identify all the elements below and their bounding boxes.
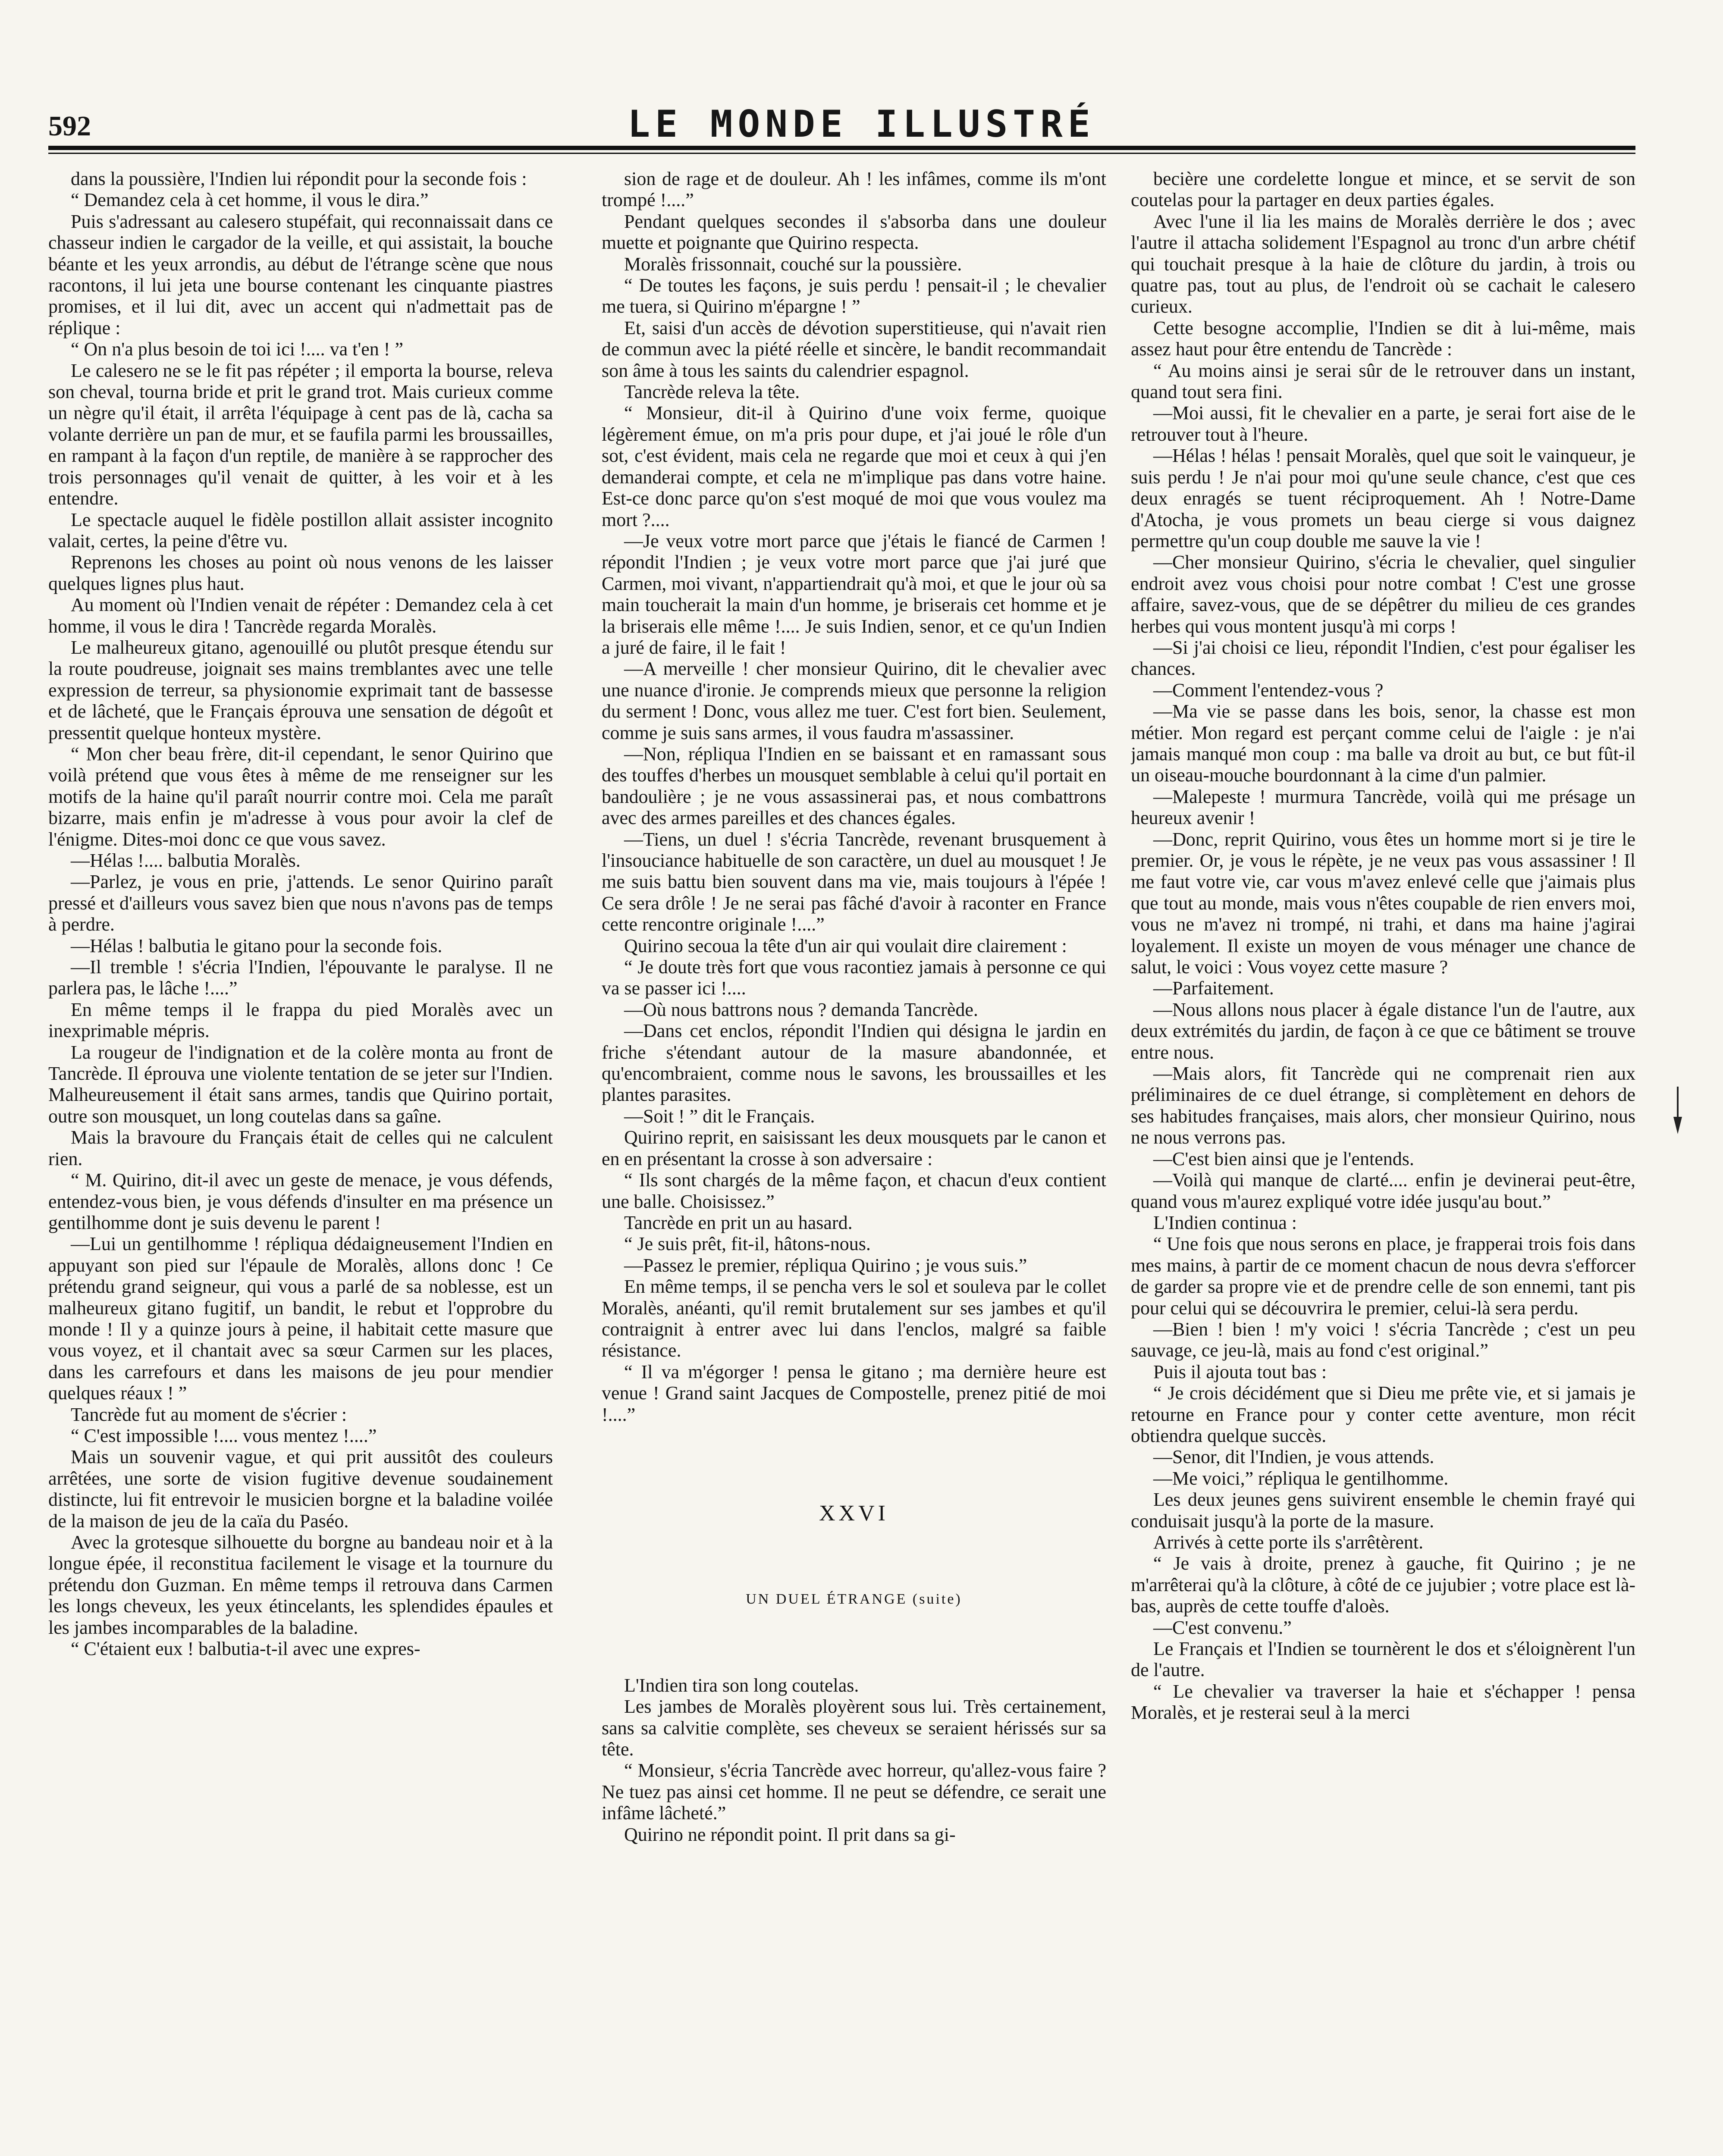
paragraph: “ Je suis prêt, fit-il, hâtons-nous.	[624, 1233, 871, 1255]
paragraph: Puis s'adressant au calesero stupéfait, qui reconnaissait dans ce chasseur indien le cargador de la veille, et qui assistait, la bouche béante et les yeux arrondis, au début de l'étrange scène que nous racontons, il lui jeta une bourse contenant les cinquante piastres promises, et il lui dit, avec un accent qui n'admettait pas de réplique :	[48, 210, 553, 338]
paragraph: Les jambes de Moralès ployèrent sous lui. Très certainement, sans sa calvitie complète, ses cheveux se seraient hérissés sur sa tête.	[602, 1696, 1106, 1760]
paragraph: En même temps il le frappa du pied Moralès avec un inexprimable mépris.	[48, 999, 553, 1042]
paragraph: “ Au moins ainsi je serai sûr de le retrouver dans un instant, quand tout sera fini.	[1131, 360, 1635, 403]
header-rule-thin	[48, 153, 1635, 154]
paragraph: “ Je vais à droite, prenez à gauche, fit Quirino ; je ne m'arrêterai qu'à la clôture, à côté de ce jujubier ; votre place est là-bas, auprès de cette touffe d'aloès.	[1131, 1553, 1635, 1617]
paragraph: “ Je doute très fort que vous racontiez jamais à personne ce qui va se passer ici !....	[602, 956, 1106, 999]
paragraph: —Donc, reprit Quirino, vous êtes un homme mort si je tire le premier. Or, je vous le répète, je ne veux pas vous assassiner ! Il me faut votre vie, car vous m'avez enlevé celle que j'aimais plus que tout au monde, mais vous n'êtes coupable de rien envers moi, vous ne m'avez ni trompé, ni trahi, et dans ma haine j'agirai loyalement. Il existe un moyen de vous ménager une chance de salut, le voici : Vous voyez cette masure ?	[1131, 828, 1635, 978]
paragraph: —Soit ! ” dit le Français.	[624, 1105, 815, 1127]
paragraph: “ Le chevalier va traverser la haie et s'échapper ! pensa Moralès, et je resterai seul à la merci	[1131, 1680, 1635, 1724]
chapter-number: XXVI	[819, 1501, 889, 1526]
column-2-bottom-text	[602, 1675, 1106, 1845]
paragraph: Arrivés à cette porte ils s'arrêtèrent.	[1153, 1532, 1424, 1553]
paragraph: “ M. Quirino, dit-il avec un geste de menace, je vous défends, entendez-vous bien, je vous défends d'insulter en ma présence un gentilhomme dont je suis devenu le parent !	[48, 1169, 553, 1233]
paragraph: Tancrède fut au moment de s'écrier :	[71, 1404, 347, 1425]
paragraph: Et, saisi d'un accès de dévotion superstitieuse, qui n'avait rien de commun avec la piété réelle et sincère, le bandit recommandait son âme à tous les saints du calendrier espagnol.	[602, 317, 1106, 381]
paragraph: —Me voici,” répliqua le gentilhomme.	[1153, 1467, 1449, 1489]
paragraph: “ De toutes les façons, je suis perdu ! pensait-il ; le chevalier me tuera, si Quirino m'épargne ! ”	[602, 275, 1106, 317]
paragraph: “ Ils sont chargés de la même façon, et chacun d'eux contient une balle. Choisissez.”	[602, 1169, 1106, 1212]
paragraph: “ Une fois que nous serons en place, je frapperai trois fois dans mes mains, à partir de ce moment chacun de nous devra s'efforcer de garder sa propre vie et de prendre celle de son ennemi, tant pis pour celui qui se découvrira le premier, celui-là sera perdu.	[1131, 1233, 1635, 1319]
paragraph: —Parlez, je vous en prie, j'attends. Le senor Quirino paraît pressé et d'ailleurs vous savez bien que nous n'avons pas de temps à perdre.	[48, 871, 553, 935]
paragraph: Le malheureux gitano, agenouillé ou plutôt presque étendu sur la route poudreuse, joignait ses mains tremblantes avec une telle expression de terreur, sa physionomie exprimait tant de bassesse et de lâcheté, que le Français éprouva une sensation de dégoût et pressentit quelque honteux mystère.	[48, 636, 553, 743]
paragraph: Mais la bravoure du Français était de celles qui ne calculent rien.	[48, 1127, 553, 1169]
paragraph: Au moment où l'Indien venait de répéter : Demandez cela à cet homme, il vous le dira ! Tancrède regarda Moralès.	[48, 594, 553, 637]
paragraph: —Ma vie se passe dans les bois, senor, la chasse est mon métier. Mon regard est perçant comme celui de l'aigle : je n'ai jamais manqué mon coup : ma balle va droit au but, ce but fût-il un oiseau-mouche bourdonnant à la cime d'un palmier.	[1131, 701, 1635, 786]
paragraph: “ On n'a plus besoin de toi ici !.... va t'en ! ”	[71, 338, 403, 360]
paragraph: —C'est convenu.”	[1153, 1617, 1292, 1638]
paragraph: —Lui un gentilhomme ! répliqua dédaigneusement l'Indien en appuyant son pied sur l'épaule de Moralès, allons donc ! Ce prétendu grand seigneur, qui vous a parlé de sa noblesse, est un malheureux gitano fugitif, un bandit, le rebut et l'opprobre du monde ! Il y a quinze jours à peine, il habitait cette masure que vous voyez, et il chantait avec sa sœur Carmen sur les places, dans les carrefours et dans les maisons de jeu pour mendier quelques réaux ! ”	[48, 1233, 553, 1404]
paragraph: becière une cordelette longue et mince, et se servit de son coutelas pour la partager en deux parties égales.	[1131, 168, 1635, 211]
paragraph: —Cher monsieur Quirino, s'écria le chevalier, quel singulier endroit avez vous choisi pour notre combat ! C'est une grosse affaire, savez-vous, que de se dépêtrer du milieu de ces grandes herbes qui vous montent jusqu'à mi corps !	[1131, 552, 1635, 637]
paragraph: Le calesero ne se le fit pas répéter ; il emporta la bourse, releva son cheval, tourna bride et prit le grand trot. Mais curieux comme un nègre qu'il était, il arrêta l'équipage à cent pas de là, cacha sa volante derrière un pan de mur, et se faufila parmi les broussailles, en rampant à la façon d'un reptile, de manière à se rapprocher des trois personnages qu'il venait de quitter, à les voir et à les entendre.	[48, 360, 553, 509]
paragraph: Puis il ajouta tout bas :	[1153, 1361, 1327, 1382]
paragraph: Reprenons les choses au point où nous venons de les laisser quelques lignes plus haut.	[48, 552, 553, 594]
paragraph: Tancrède en prit un au hasard.	[624, 1212, 853, 1233]
paragraph: “ Mon cher beau frère, dit-il cependant, le senor Quirino que voilà prétend que vous êtes à même de me renseigner sur les motifs de la haine qu'il paraît nourrir contre moi. Cela me paraît bizarre, mais enfin je m'adresse à vous pour avoir la clef de l'énigme. Dites-moi donc ce que vous savez.	[48, 743, 553, 850]
paragraph: —Comment l'entendez-vous ?	[1153, 679, 1384, 701]
header-rule-thick	[48, 146, 1635, 150]
paragraph: Quirino reprit, en saisissant les deux mousquets par le canon et en en présentant la crosse à son adversaire :	[602, 1127, 1106, 1169]
paragraph: Avec la grotesque silhouette du borgne au bandeau noir et à la longue épée, il reconstitua facilement le visage et la tournure du prétendu don Guzman. En même temps il retrouva dans Carmen les longs cheveux, les yeux étincelants, les splendides épaules et les jambes incomparables de la baladine.	[48, 1532, 553, 1638]
paragraph: Tancrède releva la tête.	[624, 381, 800, 403]
paragraph: “ Monsieur, s'écria Tancrède avec horreur, qu'allez-vous faire ? Ne tuez pas ainsi cet homme. Il ne peut se défendre, ce serait une infâme lâcheté.”	[602, 1760, 1106, 1824]
paragraph: —Si j'ai choisi ce lieu, répondit l'Indien, c'est pour égaliser les chances.	[1131, 636, 1635, 680]
journal-title: LE MONDE ILLUSTRÉ	[628, 103, 1095, 146]
paragraph: Quirino ne répondit point. Il prit dans sa gi-	[624, 1824, 956, 1845]
paragraph: —Parfaitement.	[1153, 978, 1274, 999]
paragraph: En même temps, il se pencha vers le sol et souleva par le collet Moralès, anéanti, qu'il remit brutalement sur ses jambes et qu'il contraignit à entrer avec lui dans l'enclos, malgré sa faible résistance.	[602, 1276, 1106, 1361]
paragraph: Le spectacle auquel le fidèle postillon allait assister incognito valait, certes, la peine d'être vu.	[48, 509, 553, 552]
paragraph: “ Demandez cela à cet homme, il vous le dira.”	[71, 189, 429, 211]
paragraph: “ Il va m'égorger ! pensa le gitano ; ma dernière heure est venue ! Grand saint Jacques de Compostelle, prenez pitié de moi !....”	[602, 1361, 1106, 1425]
paragraph: L'Indien continua :	[1153, 1212, 1297, 1233]
paragraph: L'Indien tira son long coutelas.	[624, 1674, 859, 1696]
paragraph: Avec l'une il lia les mains de Moralès derrière le dos ; avec l'autre il attacha solidement l'Espagnol au tronc d'un arbre chétif qui touchait presque à la haie de clôture du jardin, à trois ou quatre pas, tout au plus, de l'endroit où se cachait le calesero curieux.	[1131, 210, 1635, 317]
paragraph: Le Français et l'Indien se tournèrent le dos et s'éloignèrent l'un de l'autre.	[1131, 1638, 1635, 1681]
paragraph: —Hélas ! balbutia le gitano pour la seconde fois.	[71, 935, 443, 956]
paragraph: —Hélas !.... balbutia Moralès.	[71, 850, 301, 871]
text-column-1	[48, 168, 553, 2156]
paragraph: —Voilà qui manque de clarté.... enfin je devinerai peut-être, quand vous m'aurez expliqué votre idée jusqu'au bout.”	[1131, 1169, 1635, 1212]
paragraph: —Dans cet enclos, répondit l'Indien qui désigna le jardin en friche s'étendant autour de la masure abandonnée, et qu'encombraient, comme nous le savons, les broussailles et les plantes parasites.	[602, 1020, 1106, 1106]
paragraph: Quirino secoua la tête d'un air qui voulait dire clairement :	[624, 935, 1067, 956]
paragraph: —A merveille ! cher monsieur Quirino, dit le chevalier avec une nuance d'ironie. Je comprends mieux que personne la religion du serment ! Donc, vous allez me tuer. C'est fort bien. Seulement, comme je suis sans armes, il vous faudra m'assassiner.	[602, 658, 1106, 743]
paragraph: “ Monsieur, dit-il à Quirino d'une voix ferme, quoique légèrement émue, on m'a pris pour dupe, et j'ai joué le rôle d'un sot, c'est évident, mais cela ne regarde que moi et ceux à qui j'en demanderai compte, et cela ne m'implique pas dans votre haine. Est-ce donc parce qu'on s'est moqué de moi que vous voulez ma mort ?....	[602, 402, 1106, 530]
paragraph: “ C'est impossible !.... vous mentez !....”	[71, 1425, 377, 1446]
paragraph: —Malepeste ! murmura Tancrède, voilà qui me présage un heureux avenir !	[1131, 786, 1635, 829]
paragraph: Cette besogne accomplie, l'Indien se dit à lui-même, mais assez haut pour être entendu de Tancrède :	[1131, 317, 1635, 360]
paragraph: sion de rage et de douleur. Ah ! les infâmes, comme ils m'ont trompé !....”	[602, 168, 1106, 211]
paragraph: Pendant quelques secondes il s'absorba dans une douleur muette et poignante que Quirino respecta.	[602, 210, 1106, 254]
paragraph: —Passez le premier, répliqua Quirino ; je vous suis.”	[624, 1254, 1027, 1276]
paragraph: dans la poussière, l'Indien lui répondit pour la seconde fois :	[71, 168, 527, 189]
paragraph: —Non, répliqua l'Indien en se baissant et en ramassant sous des touffes d'herbes un mousquet semblable à celui qu'il portait en bandoulière ; je ne vous assassinerai pas, et nous combattrons avec des armes pareilles et des chances égales.	[602, 743, 1106, 829]
paragraph: —C'est bien ainsi que je l'entends.	[1153, 1148, 1414, 1169]
paragraph: —Tiens, un duel ! s'écria Tancrède, revenant brusquement à l'insouciance habituelle de son caractère, un duel au mousquet ! Je me suis battu bien souvent dans ma vie, mais toujours à l'épée ! Ce sera drôle ! Je ne serai pas fâché d'avoir à raconter en France cette rencontre originale !....”	[602, 828, 1106, 935]
paragraph: “ Je crois décidément que si Dieu me prête vie, et si jamais je retourne en France pour y conter cette aventure, mon récit obtiendra quelque succès.	[1131, 1382, 1635, 1446]
column-2-top-text	[602, 168, 1106, 1425]
paragraph: —Senor, dit l'Indien, je vous attends.	[1153, 1446, 1434, 1468]
paragraph: Les deux jeunes gens suivirent ensemble le chemin frayé qui conduisait jusqu'à la porte de la masure.	[1131, 1489, 1635, 1532]
paragraph: Mais un souvenir vague, et qui prit aussitôt des couleurs arrêtées, une sorte de vision fugitive devenue soudainement distincte, lui fit entrevoir le musicien borgne et la baladine voilée de la maison de jeu de la caïa du Paséo.	[48, 1446, 553, 1532]
paragraph: —Moi aussi, fit le chevalier en a parte, je serai fort aise de le retrouver tout à l'heure.	[1131, 402, 1635, 445]
paragraph: —Il tremble ! s'écria l'Indien, l'épouvante le paralyse. Il ne parlera pas, le lâche !....”	[48, 956, 553, 999]
text-column-3	[1131, 168, 1635, 2156]
paragraph: —Où nous battrons nous ? demanda Tancrède.	[624, 999, 978, 1020]
paragraph: “ C'étaient eux ! balbutia-t-il avec une expres-	[71, 1638, 421, 1660]
margin-arrow-mark	[1673, 1087, 1682, 1134]
paragraph: —Mais alors, fit Tancrède qui ne comprenait rien aux préliminaires de ce duel étrange, si complètement en dehors de ses habitudes françaises, mais alors, cher monsieur Quirino, nous ne nous verrons pas.	[1131, 1063, 1635, 1148]
paragraph: —Bien ! bien ! m'y voici ! s'écria Tancrède ; c'est un peu sauvage, ce jeu-là, mais au fond c'est original.”	[1131, 1318, 1635, 1361]
paragraph: Moralès frissonnait, couché sur la poussière.	[624, 253, 962, 275]
paragraph: —Hélas ! hélas ! pensait Moralès, quel que soit le vainqueur, je suis perdu ! Je n'ai pour moi qu'une seule chance, c'est que ces deux enragés se tuent réciproquement. Ah ! Notre-Dame d'Atocha, je vous promets un beau cierge si vous daignez permettre qu'un coup double me sauve la vie !	[1131, 445, 1635, 552]
text-column-2	[602, 168, 1106, 2156]
chapter-title: UN DUEL ÉTRANGE (suite)	[746, 1591, 962, 1608]
paragraph: —Nous allons nous placer à égale distance l'un de l'autre, aux deux extrémités du jardin, de façon à ce que ce bâtiment se trouve entre nous.	[1131, 999, 1635, 1063]
page-number: 592	[48, 110, 91, 142]
paragraph: La rougeur de l'indignation et de la colère monta au front de Tancrède. Il éprouva une violente tentation de se jeter sur l'Indien. Malheureusement il était sans armes, tandis que Quirino portait, outre son mousquet, un long coutelas dans sa gaîne.	[48, 1041, 553, 1127]
paragraph: —Je veux votre mort parce que j'étais le fiancé de Carmen ! répondit l'Indien ; je veux votre mort parce que j'ai juré que Carmen, moi vivant, n'appartiendrait qu'à moi, et que le jour où sa main toucherait la main d'un homme, je briserais cet homme et je la briserais elle même !.... Je suis Indien, senor, et ce qu'un Indien a juré de faire, il le fait !	[602, 530, 1106, 658]
